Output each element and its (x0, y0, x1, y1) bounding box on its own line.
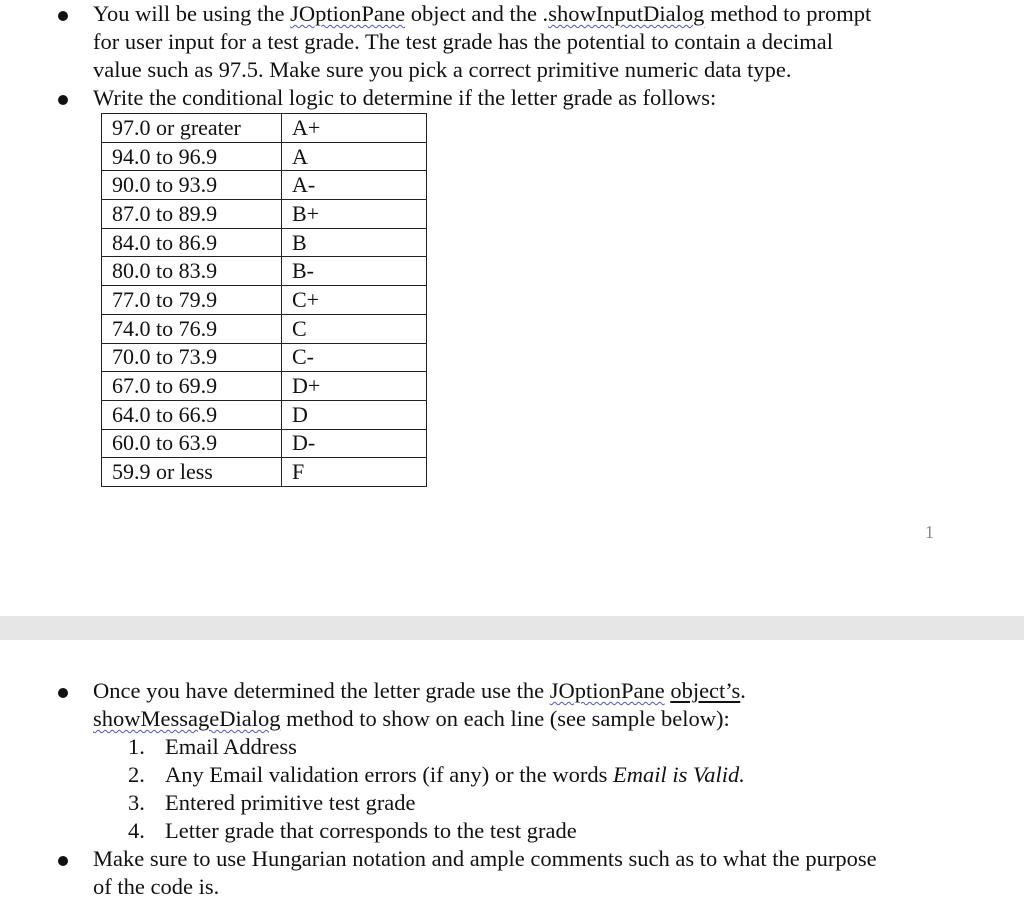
table-row (102, 400, 427, 429)
table-row (102, 228, 427, 257)
spellcheck-word: JOptionPane (290, 1, 406, 26)
numbered-item (128, 733, 297, 761)
table-row (102, 372, 427, 401)
list-item-text: Entered primitive test grade (165, 790, 416, 815)
letter-grade-cell: B- (282, 257, 427, 286)
list-number: 2. (128, 762, 145, 787)
page-number: 1 (925, 522, 934, 542)
bullet-icon (58, 11, 68, 21)
letter-grade-cell: B (282, 228, 427, 257)
table-row (102, 142, 427, 171)
list-item-text: Any Email validation errors (if any) or the words (165, 762, 614, 787)
table-row (102, 429, 427, 458)
underlined-word: object’s (670, 678, 741, 703)
grade-range-cell: 74.0 to 76.9 (102, 314, 282, 343)
grade-range-cell: 64.0 to 66.9 (102, 400, 282, 429)
spellcheck-word: showInputDialog (548, 1, 705, 26)
letter-grade-cell: D- (282, 429, 427, 458)
table-row (102, 200, 427, 229)
table-row (102, 458, 427, 487)
letter-grade-cell: C (282, 314, 427, 343)
paragraph-line (93, 705, 730, 733)
grade-range-cell: 67.0 to 69.9 (102, 372, 282, 401)
text-run: method to prompt (704, 1, 872, 26)
paragraph-line: for user input for a test grade. The test grade has the potential to contain a decimal (93, 29, 833, 54)
grade-range-cell: 90.0 to 93.9 (102, 171, 282, 200)
list-item-text: Email Address (165, 734, 297, 759)
spellcheck-word: showMessageDialog (93, 706, 281, 731)
table-row (102, 114, 427, 143)
text-run: . (740, 678, 746, 703)
numbered-item (128, 789, 416, 817)
grade-range-cell: 77.0 to 79.9 (102, 286, 282, 315)
letter-grade-cell: F (282, 458, 427, 487)
grade-range-cell: 87.0 to 89.9 (102, 200, 282, 229)
text-run: You will be using the (93, 1, 291, 26)
paragraph-line (93, 0, 871, 28)
grade-table (101, 113, 427, 487)
numbered-item (128, 761, 745, 789)
bullet-icon (58, 95, 68, 105)
letter-grade-cell: A+ (282, 114, 427, 143)
paragraph-line (93, 677, 746, 705)
text-run: method to show on each line (see sample below): (280, 706, 730, 731)
paragraph-line: Make sure to use Hungarian notation and ample comments such as to what the purpose (93, 846, 877, 871)
bullet-icon (58, 688, 68, 698)
page-separator (0, 616, 1024, 640)
grade-range-cell: 97.0 or greater (102, 114, 282, 143)
paragraph-line: of the code is. (93, 874, 220, 899)
letter-grade-cell: B+ (282, 200, 427, 229)
grade-range-cell: 60.0 to 63.9 (102, 429, 282, 458)
table-row (102, 286, 427, 315)
bullet-icon (58, 856, 68, 866)
document-page-2 (0, 640, 1024, 904)
table-row (102, 314, 427, 343)
list-item-text: Letter grade that corresponds to the test grade (165, 818, 577, 843)
letter-grade-cell: C+ (282, 286, 427, 315)
letter-grade-cell: D+ (282, 372, 427, 401)
table-row (102, 343, 427, 372)
table-row (102, 171, 427, 200)
list-item-italic: Email is Valid. (613, 762, 745, 787)
letter-grade-cell: C- (282, 343, 427, 372)
grade-range-cell: 80.0 to 83.9 (102, 257, 282, 286)
paragraph-line: Write the conditional logic to determine if the letter grade as follows: (93, 85, 717, 110)
letter-grade-cell: D (282, 400, 427, 429)
table-row (102, 257, 427, 286)
grade-range-cell: 70.0 to 73.9 (102, 343, 282, 372)
letter-grade-cell: A (282, 142, 427, 171)
list-number: 4. (128, 818, 145, 843)
paragraph-line: value such as 97.5. Make sure you pick a correct primitive numeric data type. (93, 57, 792, 82)
list-number: 3. (128, 790, 145, 815)
text-run: Once you have determined the letter grade use the (93, 678, 550, 703)
list-number: 1. (128, 734, 145, 759)
letter-grade-cell: A- (282, 171, 427, 200)
numbered-item (128, 817, 577, 845)
grade-range-cell: 59.9 or less (102, 458, 282, 487)
text-run: object and the . (405, 1, 549, 26)
grade-range-cell: 84.0 to 86.9 (102, 228, 282, 257)
spellcheck-word: JOptionPane (549, 678, 665, 703)
grade-range-cell: 94.0 to 96.9 (102, 142, 282, 171)
